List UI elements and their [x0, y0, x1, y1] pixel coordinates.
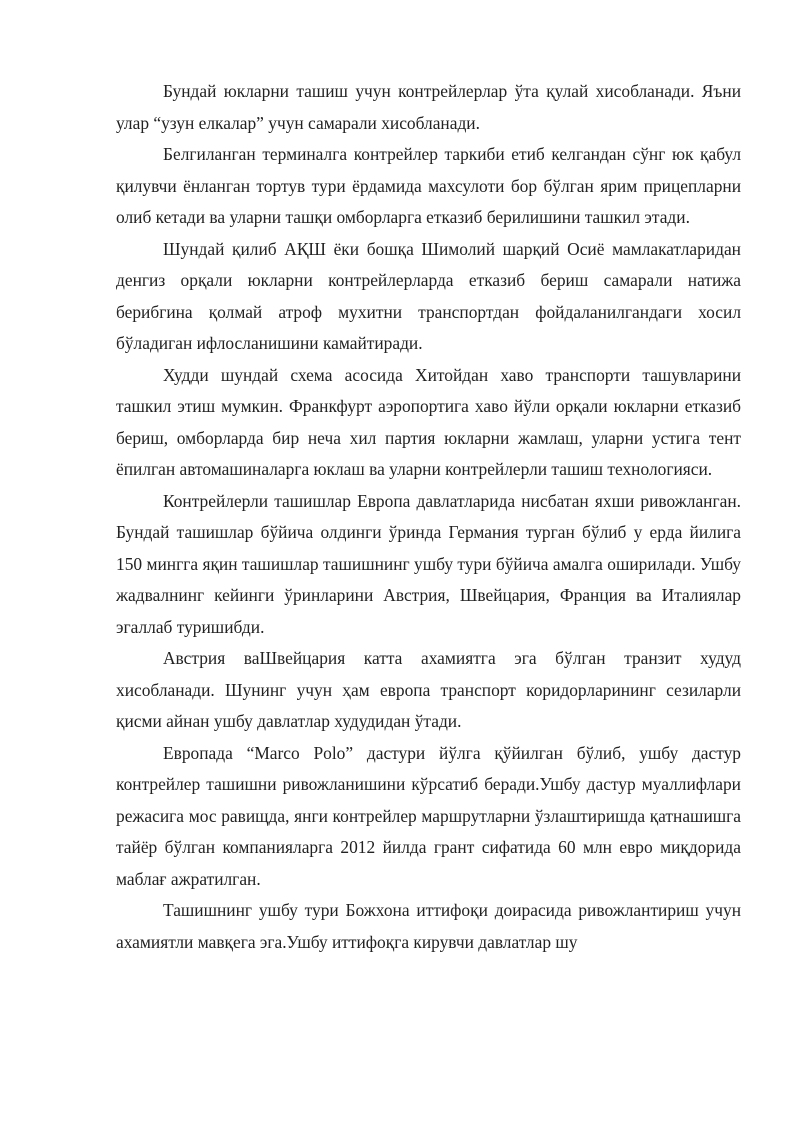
paragraph-1: Бундай юкларни ташиш учун контрейлерлар ўта қулай хисобланади. Яъни улар “узун елкалар” учун самарали хисобланади.	[116, 81, 741, 133]
paragraph-7: Европада “Marco Polo” дастури йўлга қўйилган бўлиб, ушбу дастур контрейлер ташишни ривожланишини кўрсатиб беради.Ушбу дастур муаллифлари режасига мос равищда, янги контрейлер маршрутларни ўзлаштиришда қатнашишга тайёр бўлган компанияларга 2012 йилда грант сифатида 60 млн евро миқдорида маблағ ажратилган.	[116, 742, 741, 889]
paragraph-6: Австрия ваШвейцария катта ахамиятга эга бўлган транзит худуд хисобланади. Шунинг учун ҳам европа транспорт коридорларининг сезиларли қисми айнан ушбу давлатлар худудидан ўтади.	[116, 648, 741, 731]
paragraph-2: Белгиланган терминалга контрейлер таркиби етиб келгандан сўнг юк қабул қилувчи ёнланган тортув тури ёрдамида махсулоти бор бўлган ярим прицепларни олиб кетади ва уларни ташқи омборларга етказиб берилишини ташкил этади.	[116, 144, 741, 227]
paragraph-8: Ташишнинг ушбу тури Божхона иттифоқи доирасида ривожлантириш учун ахамиятли мавқега эга.Ушбу иттифоқга кирувчи давлатлар шу	[116, 900, 741, 952]
paragraph-4: Худди шундай схема асосида Хитойдан хаво транспорти ташувларини ташкил этиш мумкин. Франкфурт аэропортига хаво йўли орқали юкларни етказиб бериш, омборларда бир неча хил партия юкларни жамлаш, уларни устига тент ёпилган автомашиналарга юклаш ва уларни контрейлерли ташиш технологияси.	[116, 364, 741, 479]
document-body	[116, 76, 741, 958]
paragraph-5: Контрейлерли ташишлар Европа давлатларида нисбатан яхши ривожланган. Бундай ташишлар бўйича олдинги ўринда Германия турган бўлиб у ерда йилига 150 мингга яқин ташишлар ташишнинг ушбу тури бўйича амалга оширилади. Ушбу жадвалнинг кейинги ўринларини Австрия, Швейцария, Франция ва Италиялар эгаллаб туришибди.	[116, 490, 741, 637]
paragraph-3: Шундай қилиб АҚШ ёки бошқа Шимолий шарқий Осиё мамлакатларидан денгиз орқали юкларни контрейлерларда етказиб бериш самарали натижа берибгина қолмай атроф мухитни транспортдан фойдаланилгандаги хосил бўладиган ифлосланишини камайтиради.	[116, 238, 741, 353]
